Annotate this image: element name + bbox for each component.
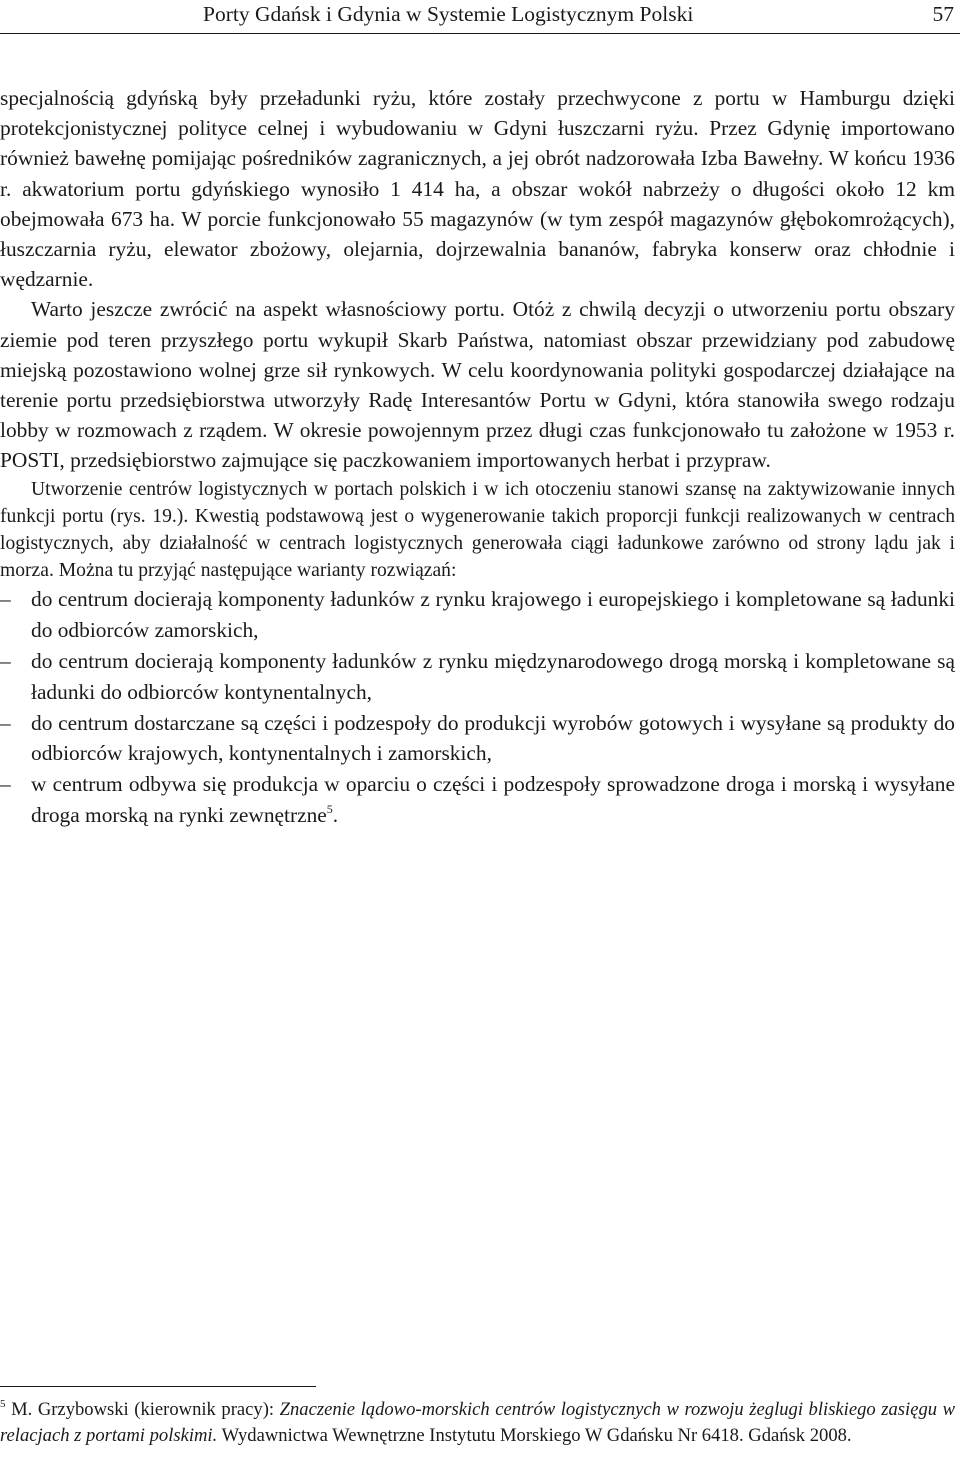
dash-bullet: – (0, 587, 11, 612)
footnote-title: Znaczenie lądowo-morskich centrów logistycznych w rozwoju żeglugi bliskiego zasięgu w relacjach z portami polskimi. (0, 1399, 956, 1446)
variant-list (0, 584, 955, 830)
list-item (0, 769, 955, 831)
list-item-text: w centrum odbywa się produkcja w oparciu o części i podzespoły sprowadzone droga i morską i wysyłane droga morską na rynki zewnętrzne (31, 772, 955, 828)
footnote-author: M. Grzybowski (kierownik pracy): (5, 1399, 280, 1420)
footnote (0, 1397, 955, 1448)
list-item (0, 646, 955, 708)
paragraph-3: Utworzenie centrów logistycznych w portach polskich i w ich otoczeniu stanowi szansę na zaktywizowanie innych funkcji portu (rys. 19.). Kwestią podstawową jest o wygenerowanie takich proporcji funkcji realizowanych w centrach logistycznych, aby działalność w centrach logistycznych generowała ciągi ładunkowe zarówno od strony lądu jak i morza. Można tu przyjąć następujące warianty rozwiązań: (0, 478, 955, 582)
list-item (0, 584, 955, 646)
footnote-marker: 5 (0, 1398, 6, 1410)
paragraph-1: specjalnością gdyńską były przeładunki ryżu, które zostały przechwycone z portu w Hamburgu dzięki protekcjonistycznej polityce celnej i wybudowaniu w Gdyni łuszczarni ryżu. Przez Gdynię importowano również bawełnę pomijając pośredników zagranicznych, a jej obrót nadzorowała Izba Bawełny. W końcu 1936 r. akwatorium portu gdyńskiego wynosiło 1 414 ha, a obszar wokół nabrzeży o długości około 12 km obejmowała 673 ha. W porcie funkcjonowało 55 magazynów (w tym zespół magazynów głębokomrożących), łuszczarnia ryżu, elewator zbożowy, olejarnia, dojrzewalnia bananów, fabryka konserw oraz chłodnie i wędzarnie. (0, 86, 955, 292)
page-number: 57 (932, 2, 954, 26)
main-text (0, 83, 955, 831)
running-header (0, 0, 960, 34)
footnote-separator (0, 1386, 316, 1387)
list-item-text: do centrum docierają komponenty ładunków z rynku krajowego i europejskiego i kompletowane są ładunki do odbiorców zamorskich, (31, 587, 955, 643)
list-item-text: do centrum docierają komponenty ładunków z rynku międzynarodowego drogą morską i kompletowane są ładunki do odbiorców kontynentalnych, (31, 649, 955, 704)
header-title: Porty Gdańsk i Gdynia w Systemie Logistycznym Polski (203, 2, 694, 26)
dash-bullet: – (0, 772, 11, 797)
footnote-publisher: Wydawnictwa Wewnętrzne Instytutu Morskiego W Gdańsku Nr 6418. Gdańsk 2008. (217, 1424, 852, 1446)
list-item-end: . (332, 803, 339, 828)
paragraph-2: Warto jeszcze zwrócić na aspekt własnościowy portu. Otóż z chwilą decyzji o utworzeniu portu obszary ziemie pod teren przyszłego portu wykupił Skarb Państwa, natomiast obszar przewidziany pod zabudowę miejską pozostawiono wolnej grze sił rynkowych. W celu koordynowania polityki gospodarczej działające na terenie portu przedsiębiorstwa utworzyły Radę Interesantów Portu w Gdyni, która stanowiła swego rodzaju lobby w rozmowach z rządem. W okresie powojennym przez długi czas funkcjonowało tu założone w 1953 r. POSTI, przedsiębiorstwo zajmujące się paczkowaniem importowanych herbat i przypraw. (0, 297, 955, 473)
footnote-reference[interactable]: 5 (326, 802, 333, 817)
list-item (0, 708, 955, 770)
list-item-text: do centrum dostarczane są części i podzespoły do produkcji wyrobów gotowych i wysyłane są produkty do odbiorców krajowych, kontynentalnych i zamorskich, (31, 710, 955, 766)
dash-bullet: – (0, 649, 11, 674)
dash-bullet: – (0, 710, 11, 735)
